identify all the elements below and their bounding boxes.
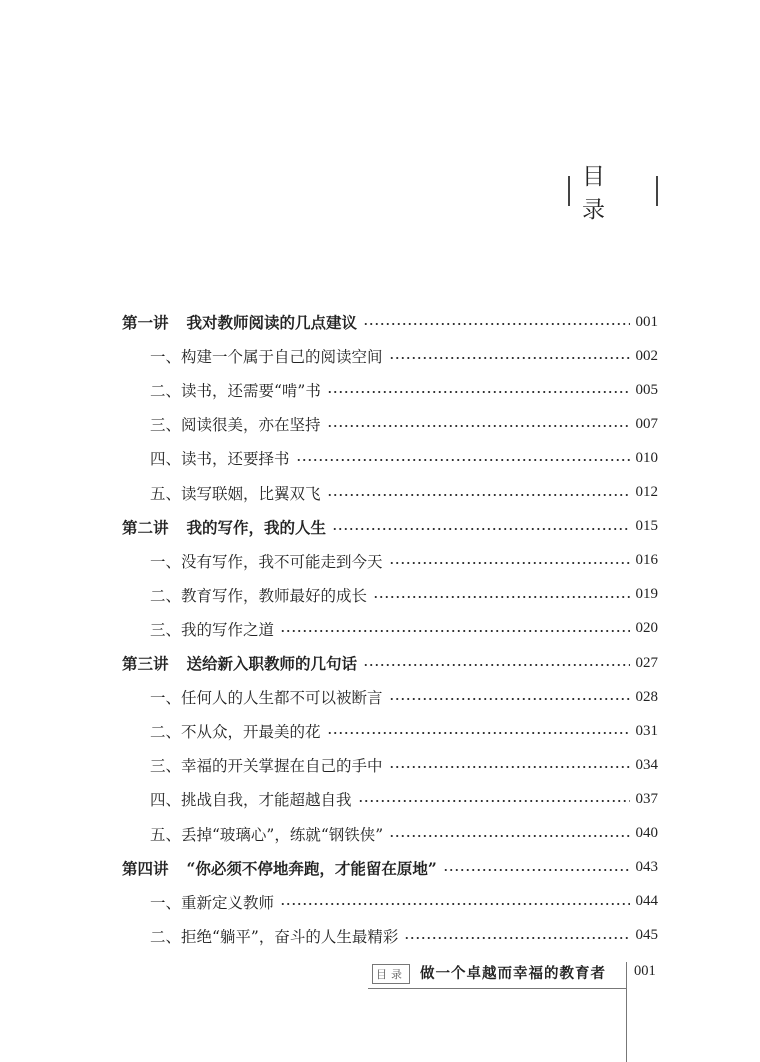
toc-page-number: 007: [635, 415, 658, 432]
toc-page-number: 019: [635, 586, 658, 603]
toc-page-number: 001: [635, 313, 658, 330]
toc-page-number: 015: [635, 518, 658, 535]
toc-chapter-title: 送给新入职教师的几句话: [186, 654, 358, 673]
toc-entry-title: 四、读书，还要择书: [150, 450, 290, 469]
toc-entry-title: 一、构建一个属于自己的阅读空间: [150, 348, 383, 367]
toc-page-number: 012: [635, 484, 658, 500]
toc-entry-title: 二、不从众，开最美的花: [150, 723, 321, 742]
toc-leader-dots: [327, 494, 630, 496]
toc-section-entry[interactable]: [150, 407, 658, 441]
toc-section-entry[interactable]: [150, 817, 658, 851]
toc-entry-title: 五、读写联姻，比翼双飞: [150, 484, 321, 503]
toc-leader-dots: [280, 630, 629, 632]
toc-chapter-entry[interactable]: [122, 305, 658, 339]
footer-page-number: 001: [634, 963, 656, 979]
toc-page-number: 045: [635, 927, 658, 944]
toc-chapter-entry[interactable]: [122, 646, 658, 680]
toc-section-entry[interactable]: [150, 373, 658, 407]
toc-leader-dots: [389, 698, 630, 700]
toc-page-number: 034: [635, 756, 658, 773]
toc-page-number: 028: [635, 688, 658, 705]
toc-leader-dots: [373, 596, 629, 598]
toc-section-entry[interactable]: [150, 476, 658, 510]
toc-section-entry[interactable]: [150, 339, 658, 373]
toc-chapter-number: 第三讲: [122, 654, 169, 673]
toc-page-number: 037: [635, 790, 658, 807]
toc-leader-dots: [363, 323, 629, 325]
toc-chapter-number: 第二讲: [122, 517, 169, 537]
toc-leader-dots: [404, 937, 629, 939]
toc-section-entry[interactable]: [150, 748, 658, 782]
toc-section-entry[interactable]: [150, 578, 658, 612]
toc-entry-title: [122, 516, 326, 538]
toc-entry-title: 四、挑战自我，才能超越自我: [150, 791, 352, 810]
toc-entry-title: [122, 857, 437, 879]
toc-leader-dots: [327, 732, 630, 734]
toc-section-entry[interactable]: [150, 885, 658, 919]
toc-entry-title: [122, 311, 357, 333]
toc-section-entry[interactable]: [150, 544, 658, 578]
toc-page-number: 010: [635, 449, 658, 466]
toc-entry-title: 一、任何人的人生都不可以被断言: [150, 689, 383, 708]
toc-entry-title: [122, 652, 357, 674]
toc-leader-dots: [327, 425, 630, 427]
toc-leader-dots: [389, 357, 630, 359]
toc-section-entry[interactable]: [150, 782, 658, 816]
toc-section-entry[interactable]: [150, 919, 658, 953]
page-footer: [0, 958, 760, 1062]
footer-rule: [368, 988, 626, 989]
toc-chapter-entry[interactable]: [122, 851, 658, 885]
toc-entry-title: 一、重新定义教师: [150, 893, 275, 912]
toc-chapter-title: “你必须不停地奔跑，才能留在原地”: [186, 858, 437, 878]
toc-entry-title: 三、我的写作之道: [150, 620, 275, 639]
toc-leader-dots: [327, 391, 630, 393]
toc-entry-title: 三、幸福的开关掌握在自己的手中: [150, 757, 383, 776]
toc-section-entry[interactable]: [150, 714, 658, 748]
toc-leader-dots: [443, 869, 630, 871]
toc-leader-dots: [389, 766, 630, 768]
toc-entry-title: 二、教育写作，教师最好的成长: [150, 586, 368, 605]
toc-section-entry[interactable]: [150, 680, 658, 714]
toc-chapter-number: 第四讲: [122, 858, 169, 878]
toc-chapter-title: 我的写作，我的人生: [186, 517, 327, 537]
toc-page-number: 031: [635, 722, 658, 739]
toc-leader-dots: [363, 664, 629, 666]
toc-page-number: 027: [635, 654, 658, 671]
toc-leader-dots: [358, 800, 630, 802]
toc-leader-dots: [280, 903, 629, 905]
toc-leader-dots: [296, 459, 630, 461]
toc-entry-title: 一、没有写作，我不可能走到今天: [150, 552, 383, 571]
toc-entry-title: 二、读书，还需要“啃”书: [150, 382, 321, 401]
toc-page-number: 016: [635, 552, 658, 569]
toc-section-entry[interactable]: [150, 441, 658, 475]
toc-leader-dots: [332, 528, 629, 530]
toc-chapter-title: 我对教师阅读的几点建议: [186, 313, 358, 332]
footer-divider: [626, 962, 627, 1062]
toc-page-number: 044: [635, 893, 658, 910]
toc-chapter-entry[interactable]: [122, 510, 658, 544]
toc-page-number: 040: [635, 825, 658, 841]
toc-chapter-number: 第一讲: [122, 313, 169, 332]
footer-section-tag: 目录: [372, 964, 410, 984]
toc-page-number: 043: [635, 859, 658, 876]
toc-leader-dots: [389, 835, 629, 837]
toc-entry-title: 三、阅读很美，亦在坚持: [150, 416, 321, 435]
toc-page-number: 020: [635, 620, 658, 637]
footer-book-title: 做一个卓越而幸福的教育者: [420, 965, 606, 982]
toc-heading: 目 录: [568, 176, 658, 206]
toc-page-number: 002: [635, 347, 658, 364]
toc-entry-title: 五、丢掉“玻璃心”，练就“钢铁侠”: [150, 825, 384, 844]
toc-section-entry[interactable]: [150, 612, 658, 646]
toc-entry-title: 二、拒绝“躺平”，奋斗的人生最精彩: [150, 927, 399, 946]
toc-page-number: 005: [635, 381, 658, 398]
toc-leader-dots: [389, 562, 630, 564]
